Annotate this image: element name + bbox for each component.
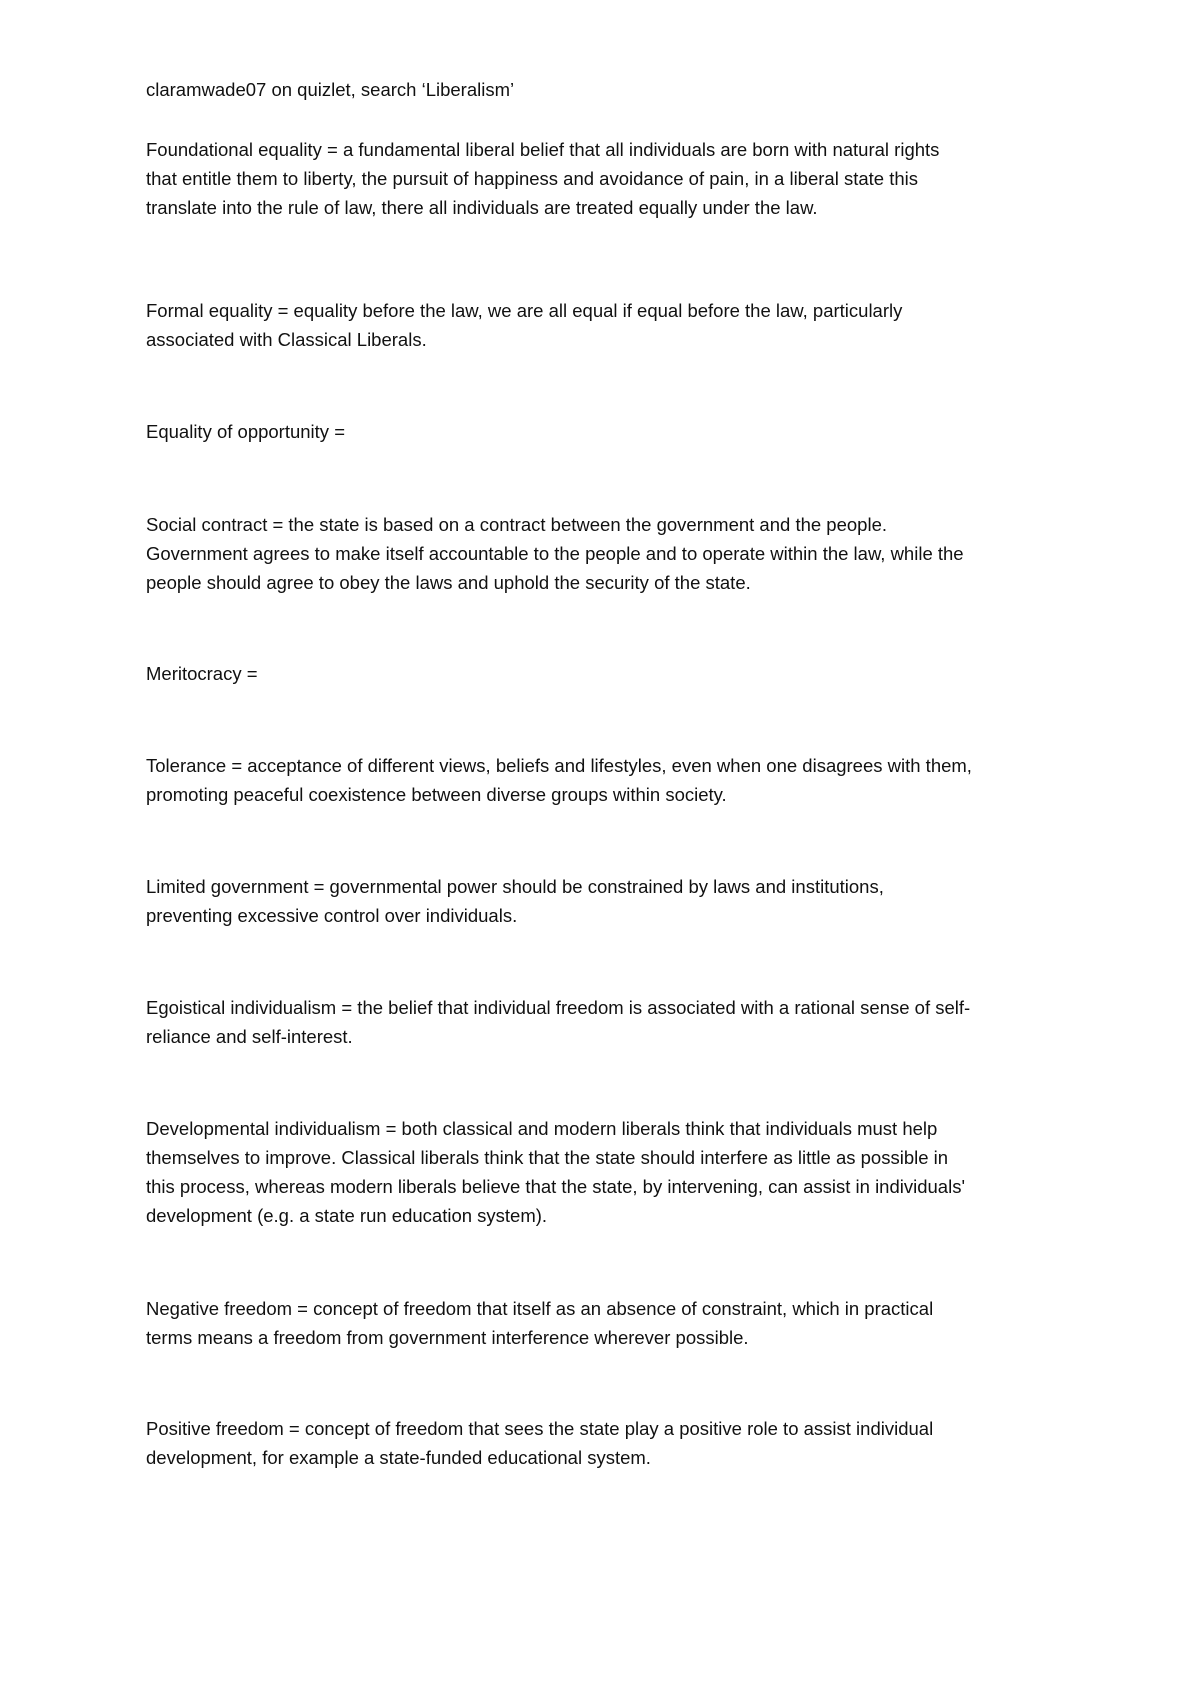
definition-positive-freedom-line-2: development, for example a state-funded educational system. [146,1447,651,1468]
definition-developmental-individualism-line-4: development (e.g. a state run education system). [146,1205,548,1226]
definition-equality-of-opportunity-line-1: Equality of opportunity = [146,421,346,442]
document-header: claramwade07 on quizlet, search ‘Liberalism’ [146,79,515,100]
definition-positive-freedom-line-1: Positive freedom = concept of freedom that sees the state play a positive role to assist individual [146,1418,934,1439]
definition-social-contract-line-1: Social contract = the state is based on a contract between the government and the people. [146,514,887,535]
definition-tolerance-line-2: promoting peaceful coexistence between diverse groups within society. [146,784,727,805]
definition-formal-equality-line-1: Formal equality = equality before the law, we are all equal if equal before the law, particularly [146,300,903,321]
definition-foundational-equality-line-3: translate into the rule of law, there all individuals are treated equally under the law. [146,197,818,218]
definition-egoistical-individualism-line-1: Egoistical individualism = the belief that individual freedom is associated with a rational sense of self- [146,997,971,1018]
definition-foundational-equality-line-2: that entitle them to liberty, the pursuit of happiness and avoidance of pain, in a liberal state this [146,168,918,189]
definition-social-contract-line-2: Government agrees to make itself accountable to the people and to operate within the law, while the [146,543,964,564]
definition-tolerance-line-1: Tolerance = acceptance of different views, beliefs and lifestyles, even when one disagrees with them, [146,755,972,776]
definition-limited-government-line-1: Limited government = governmental power should be constrained by laws and institutions, [146,876,884,897]
definition-negative-freedom-line-2: terms means a freedom from government interference wherever possible. [146,1327,749,1348]
definition-developmental-individualism-line-3: this process, whereas modern liberals believe that the state, by intervening, can assist in individuals' [146,1176,965,1197]
definition-limited-government-line-2: preventing excessive control over individuals. [146,905,518,926]
definition-negative-freedom-line-1: Negative freedom = concept of freedom that itself as an absence of constraint, which in practical [146,1298,934,1319]
definition-developmental-individualism-line-1: Developmental individualism = both classical and modern liberals think that individuals must help [146,1118,938,1139]
definition-egoistical-individualism-line-2: reliance and self-interest. [146,1026,353,1047]
definition-social-contract-line-3: people should agree to obey the laws and uphold the security of the state. [146,572,751,593]
definition-developmental-individualism-line-2: themselves to improve. Classical liberals think that the state should interfere as little as possible in [146,1147,949,1168]
definition-meritocracy-line-1: Meritocracy = [146,663,258,684]
definition-formal-equality-line-2: associated with Classical Liberals. [146,329,427,350]
definition-foundational-equality-line-1: Foundational equality = a fundamental liberal belief that all individuals are born with natural rights [146,139,940,160]
